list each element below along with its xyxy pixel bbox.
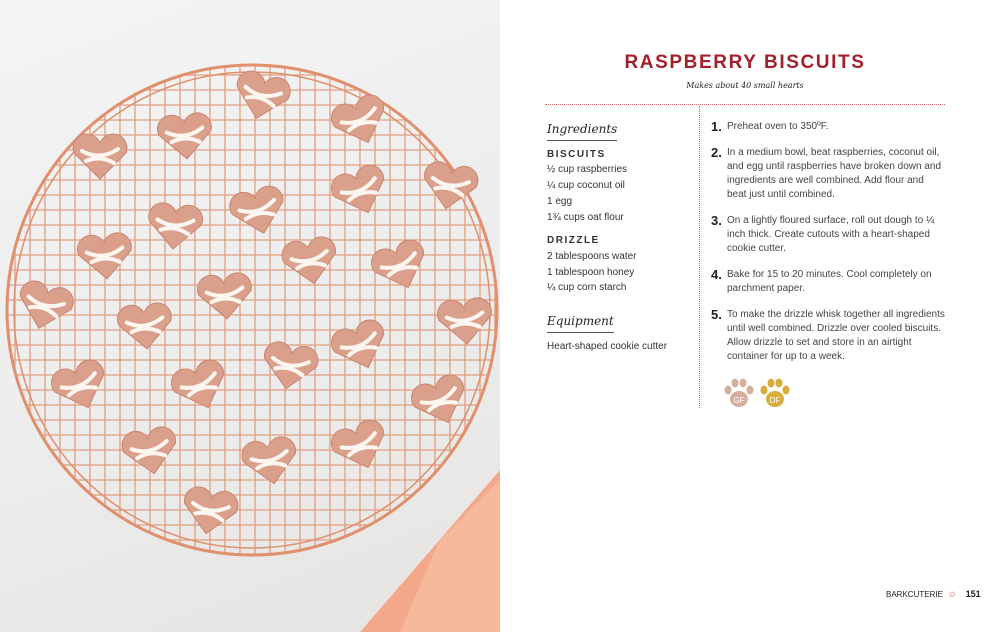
step (711, 308, 946, 364)
ingredient-item: 2 tablespoons water (547, 250, 637, 262)
diet-badges (724, 378, 790, 408)
ingredient-item: 1¾ cups oat flour (547, 211, 624, 223)
step-number: 3. (711, 213, 722, 228)
ingredients-heading: Ingredients (547, 122, 617, 141)
step (711, 146, 946, 202)
step-number: 5. (711, 307, 722, 322)
column-divider (699, 106, 700, 408)
svg-text:DF: DF (769, 396, 781, 405)
dairy-free-paw-icon (760, 378, 790, 408)
ingredient-item: 1 egg (547, 195, 573, 207)
biscuits-label: BISCUITS (547, 148, 606, 160)
step-number: 2. (711, 145, 722, 160)
step-text: Bake for 15 to 20 minutes. Cool completely on parchment paper. (727, 269, 932, 294)
step (711, 268, 946, 296)
ingredient-item: ¼ cup corn starch (547, 282, 627, 294)
page-footer (886, 589, 981, 599)
step (711, 214, 946, 256)
recipe-title: RASPBERRY BISCUITS (624, 52, 866, 73)
book-title: BARKCUTERIE (886, 589, 943, 599)
step-text: To make the drizzle whisk together all ingredients until well combined. Drizzle over cooled biscuits. Allow drizzle to set and store in an airtight container for up to a week. (727, 309, 945, 362)
step-text: On a lightly floured surface, roll out dough to ¼ inch thick. Create cutouts with a heart-shaped cookie cutter. (727, 215, 935, 254)
steps-list (711, 120, 946, 376)
paw-icon: ✿ (948, 589, 956, 599)
ingredient-item: ½ cup raspberries (547, 164, 628, 176)
drizzle-label: DRIZZLE (547, 235, 600, 247)
step-number: 4. (711, 267, 722, 282)
divider (545, 104, 945, 105)
svg-text:GF: GF (733, 396, 745, 405)
page-number: 151 (965, 589, 981, 599)
ingredients-column (547, 122, 697, 354)
recipe-yield: Makes about 40 small hearts (686, 81, 804, 90)
step (711, 120, 946, 134)
equipment-heading: Equipment (547, 314, 614, 333)
step-text: In a medium bowl, beat raspberries, coconut oil, and egg until raspberries have broken down and ingredients are well combined. Add flour and beat just until combined. (727, 147, 942, 200)
step-number: 1. (711, 119, 722, 134)
ingredient-item: ¼ cup coconut oil (547, 180, 625, 192)
step-text: Preheat oven to 350ºF. (727, 121, 829, 132)
ingredient-item: 1 tablespoon honey (547, 266, 635, 278)
gluten-free-paw-icon (724, 378, 754, 408)
equipment-item: Heart-shaped cookie cutter (547, 340, 668, 352)
